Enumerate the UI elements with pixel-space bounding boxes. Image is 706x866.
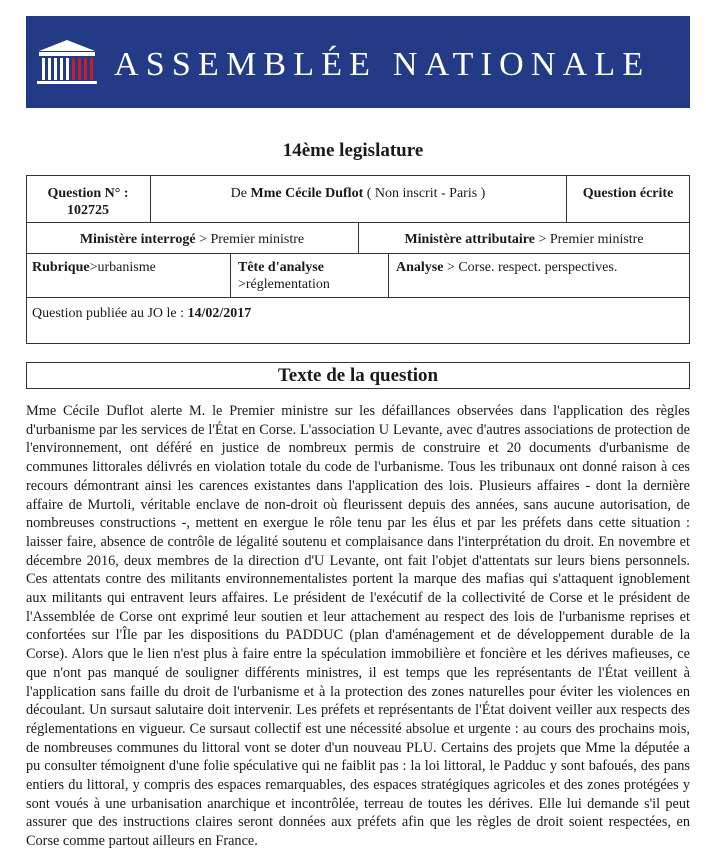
author-name: Mme Cécile Duflot: [250, 186, 364, 201]
author-prefix: De: [230, 186, 247, 201]
legislature-heading: 14ème legislature: [282, 140, 424, 161]
tete-analyse: [238, 259, 386, 293]
ministere-attributaire-label: Ministère attributaire: [404, 232, 535, 247]
analyse-label: Analyse: [396, 260, 444, 275]
header-banner: [26, 16, 690, 108]
banner-title: ASSEMBLÉE NATIONALE: [114, 46, 651, 83]
question-author: [150, 185, 566, 202]
assemblee-building-icon: [35, 38, 99, 88]
author-group: ( Non inscrit - Paris ): [366, 186, 486, 201]
publication-date: 14/02/2017: [187, 306, 252, 321]
ministere-interroge: [26, 231, 358, 248]
ministere-attributaire-value: > Premier ministre: [538, 232, 644, 247]
tete-analyse-label: Tête d'analyse: [238, 260, 324, 275]
question-number-label: Question N° :: [47, 186, 129, 201]
question-type: Question écrite: [582, 186, 674, 201]
rubrique-label: Rubrique: [32, 260, 90, 275]
ministere-interroge-label: Ministère interrogé: [79, 232, 196, 247]
analyse: [396, 259, 686, 276]
texte-title: Texte de la question: [26, 362, 690, 389]
publication: [32, 305, 682, 322]
question-body-text: Mme Cécile Duflot alerte M. le Premier ministre sur les défaillances observées dans l'application des règles d'urbanisme par les services de l'État en Corse. L'association U Levante, avec d'autres associations de protection de l'environnement, ont déféré en justice de nombreux permis de construire et 20 documents d'urbanisme de communes littorales délivrés en violation totale du code de l'urbanisme. Tous les tribunaux ont donné raison à ces recours démontrant ainsi les carences existantes dans l'application des lois. Plusieurs affaires - dont la dernière affaire de Murtoli, véritable enclave de non-droit où fleurissent depuis des années, sans aucune autorisation, de nombreuses constructions -, mettent en exergue le rôle tenu par les élus et par les préfets dans cette situation : laisser faire, absence de contrôle de légalité soutenu et complaisance dans l'interprétation du droit. En novembre et décembre 2016, deux membres de la direction d'U Levante, ont fait l'objet d'attentats sur leurs biens personnels. Ces attentats contre des militants environnementalistes portent la marque des mafias qui s'attaquent ignoblement aux militants qui entravent leurs affaires. Le président de l'exécutif de la collectivité de Corse et le président de l'Assemblée de Corse ont exprimé leur soutien et leur attachement au respect des lois de l'urbanisme reprises et confortées sur l'Île par les dispositions du PADDUC (plan d'aménagement et de développement durable de la Corse). Alors que le lien n'est plus à faire entre la spéculation immobilière et foncière et les dérives mafieuses, ce que n'ont pas manqué de souligner différents ministres, il est temps que les représentants de l'État veillent à l'application sans faille du droit de l'urbanisme et à la protection des zones naturelles pour éviter les violences en découlant. Un sursaut salutaire doit intervenir. Les préfets et représentants de l'État doivent veiller aux respects des réglementations en vigueur. Ce sursaut collectif est une nécessité absolue et urgente : au cours des prochains mois, de nombreuses communes du littoral vont se doter d'un nouveau PLU. Certains des projets que Mme la députée a pu consulter témoignent d'une folie spéculative qui ne faiblit pas : la loi littoral, le Padduc y sont bafoués, des pans entiers du littoral, y compris des espaces remarquables, des espaces stratégiques agricoles et des zones protégées y sont voués à une urbanisation anarchique et incontrôlée, terreau de toutes les dérives. Elle lui demande s'il peut assurer que des instructions claires seront données aux préfets afin que les règles de droit soient respectées, en Corse comme partout ailleurs en France.: [26, 403, 690, 850]
ministere-interroge-value: > Premier ministre: [199, 232, 305, 247]
tete-analyse-value: >réglementation: [238, 277, 330, 292]
ministere-attributaire: [358, 231, 690, 248]
rubrique-value: >urbanisme: [89, 260, 156, 275]
analyse-value: > Corse. respect. perspectives.: [446, 260, 618, 275]
publication-label: Question publiée au JO le :: [32, 306, 185, 321]
question-number: 102725: [67, 203, 109, 218]
rubrique: [32, 259, 228, 276]
